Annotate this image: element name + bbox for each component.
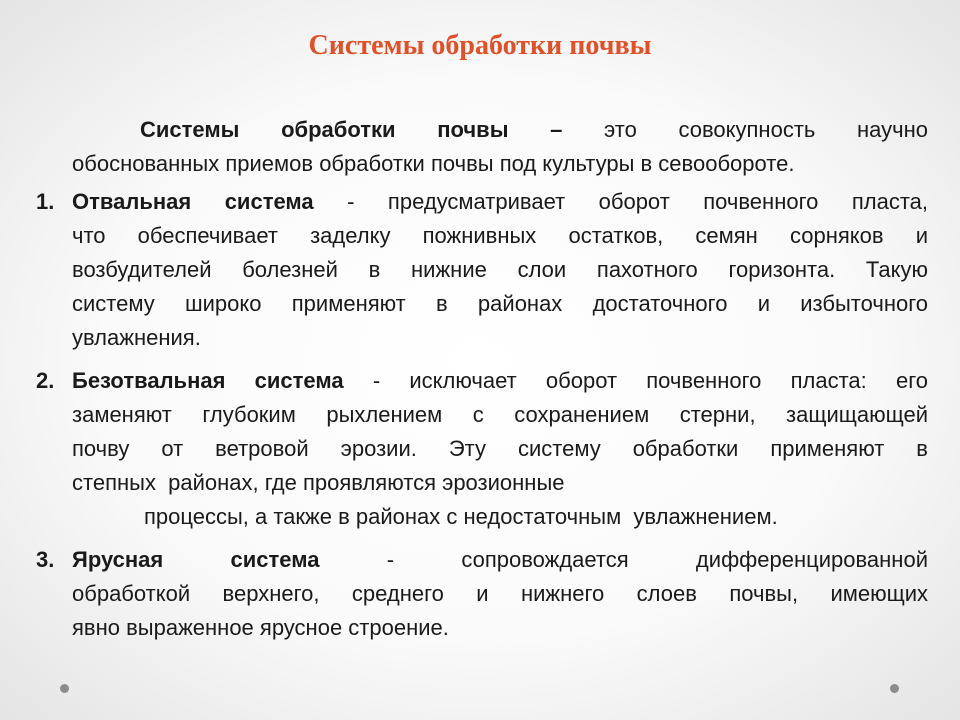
item-2-text: - исключает оборот почвенного пласта: его [372, 368, 928, 393]
slide-title: Системы обработки почвы [308, 30, 652, 61]
list-item-3-line [72, 543, 928, 577]
list-item-2-continuation: процессы, а также в районах с недостаточным увлажнением. [144, 504, 778, 529]
item-1-text: - предусматривает оборот почвенного пласта, [347, 189, 928, 214]
decorative-dot-right [890, 684, 899, 693]
decorative-dot-left [60, 684, 69, 693]
list-item-1-line: увлажнения. [72, 325, 201, 350]
list-number-1: 1. [36, 189, 55, 214]
item-1-term: Отвальная система [72, 189, 314, 214]
intro-text: это совокупность научно [604, 117, 928, 142]
item-2-term: Безотвальная система [72, 368, 344, 393]
intro-paragraph [72, 113, 928, 181]
list-item-1 [72, 185, 928, 355]
list-item-3-line: обработкой верхнего, среднего и нижнего слоев почвы, имеющих [72, 581, 928, 606]
list-item-2-line: заменяют глубоким рыхлением с сохранением стерни, защищающей [72, 402, 928, 427]
list-item-2-line: степных районах, где проявляются эрозионные [72, 470, 565, 495]
list-item-3-line: явно выраженное ярусное строение. [72, 615, 449, 640]
list-item-1-line: систему широко применяют в районах достаточного и избыточного [72, 291, 928, 316]
item-3-text: - сопровождается дифференцированной [386, 547, 928, 572]
intro-term: Системы обработки почвы – [140, 117, 563, 142]
intro-line-2: обоснованных приемов обработки почвы под культуры в севообороте. [72, 151, 795, 176]
list-number-3: 3. [36, 547, 55, 572]
list-item-1-line: что обеспечивает заделку пожнивных остатков, семян сорняков и [72, 223, 928, 248]
list-item-2-line: почву от ветровой эрозии. Эту систему обработки применяют в [72, 436, 928, 461]
intro-line-1 [72, 113, 928, 147]
list-number-2: 2. [36, 368, 55, 393]
list-item-1-line: возбудителей болезней в нижние слои пахотного горизонта. Такую [72, 257, 928, 282]
list-item-1-line [72, 185, 928, 219]
list-item-2 [72, 364, 928, 534]
list-item-2-line [72, 364, 928, 398]
item-3-term: Ярусная система [72, 547, 320, 572]
list-item-3 [72, 543, 928, 645]
